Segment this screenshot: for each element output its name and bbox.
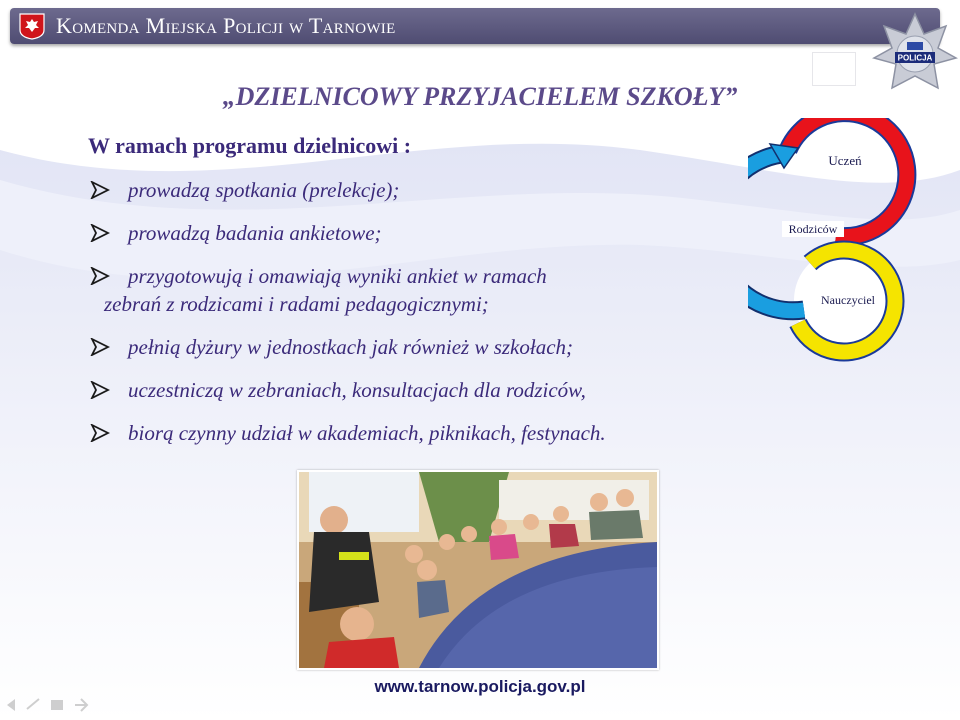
- intro-text: W ramach programu dzielnicowi :: [88, 133, 412, 158]
- header-bar: [10, 8, 940, 44]
- list-item: [88, 176, 778, 204]
- cycle-label-bottom: Nauczyciel: [821, 293, 875, 307]
- footer-url: www.tarnow.policja.gov.pl: [374, 677, 586, 696]
- slide-nav-icons: [5, 695, 95, 715]
- arrow-bullet-icon: [90, 181, 110, 199]
- bullet-text-continued: zebrań z rodzicami i radami pedagogicznymi;: [104, 292, 489, 316]
- placeholder-box: [812, 52, 856, 86]
- list-item: [88, 333, 778, 361]
- ring-nauczyciel: [794, 249, 896, 352]
- header-title: Komenda Miejska Policji w Tarnowie: [56, 13, 396, 38]
- page-heading: „DZIELNICOWY PRZYJACIELEM SZKOŁY”: [222, 82, 738, 111]
- bullet-text: biorą czynny udział w akademiach, piknikach, festynach.: [128, 421, 606, 445]
- bullet-text: pełnią dyżury w jednostkach jak również w szkołach;: [128, 335, 574, 359]
- list-item: [88, 376, 778, 404]
- photo-illustration: [299, 472, 657, 668]
- bullet-text: przygotowują i omawiają wyniki ankiet w ramach: [128, 264, 547, 288]
- eagle-emblem-icon: [18, 12, 46, 40]
- ring-uczen: [788, 118, 907, 237]
- arrow-bullet-icon: [90, 381, 110, 399]
- badge-label: POLICJA: [897, 53, 933, 63]
- arrow-bullet-icon: [90, 267, 110, 285]
- classroom-photo: [297, 470, 659, 670]
- list-item: [88, 262, 778, 318]
- cycle-label-top: Uczeń: [828, 153, 862, 168]
- arrow-bullet-icon: [90, 224, 110, 242]
- bullet-text: prowadzą spotkania (prelekcje);: [128, 178, 400, 202]
- bullet-text: uczestniczą w zebraniach, konsultacjach dla rodziców,: [128, 378, 586, 402]
- arrow-bullet-icon: [90, 424, 110, 442]
- bullet-list: [88, 176, 778, 462]
- bullet-text: prowadzą badania ankietowe;: [128, 221, 382, 245]
- arrow-bullet-icon: [90, 338, 110, 356]
- list-item: [88, 219, 778, 247]
- cycle-diagram: [748, 118, 918, 368]
- cycle-label-left: Rodziców: [788, 222, 838, 236]
- list-item: [88, 419, 778, 447]
